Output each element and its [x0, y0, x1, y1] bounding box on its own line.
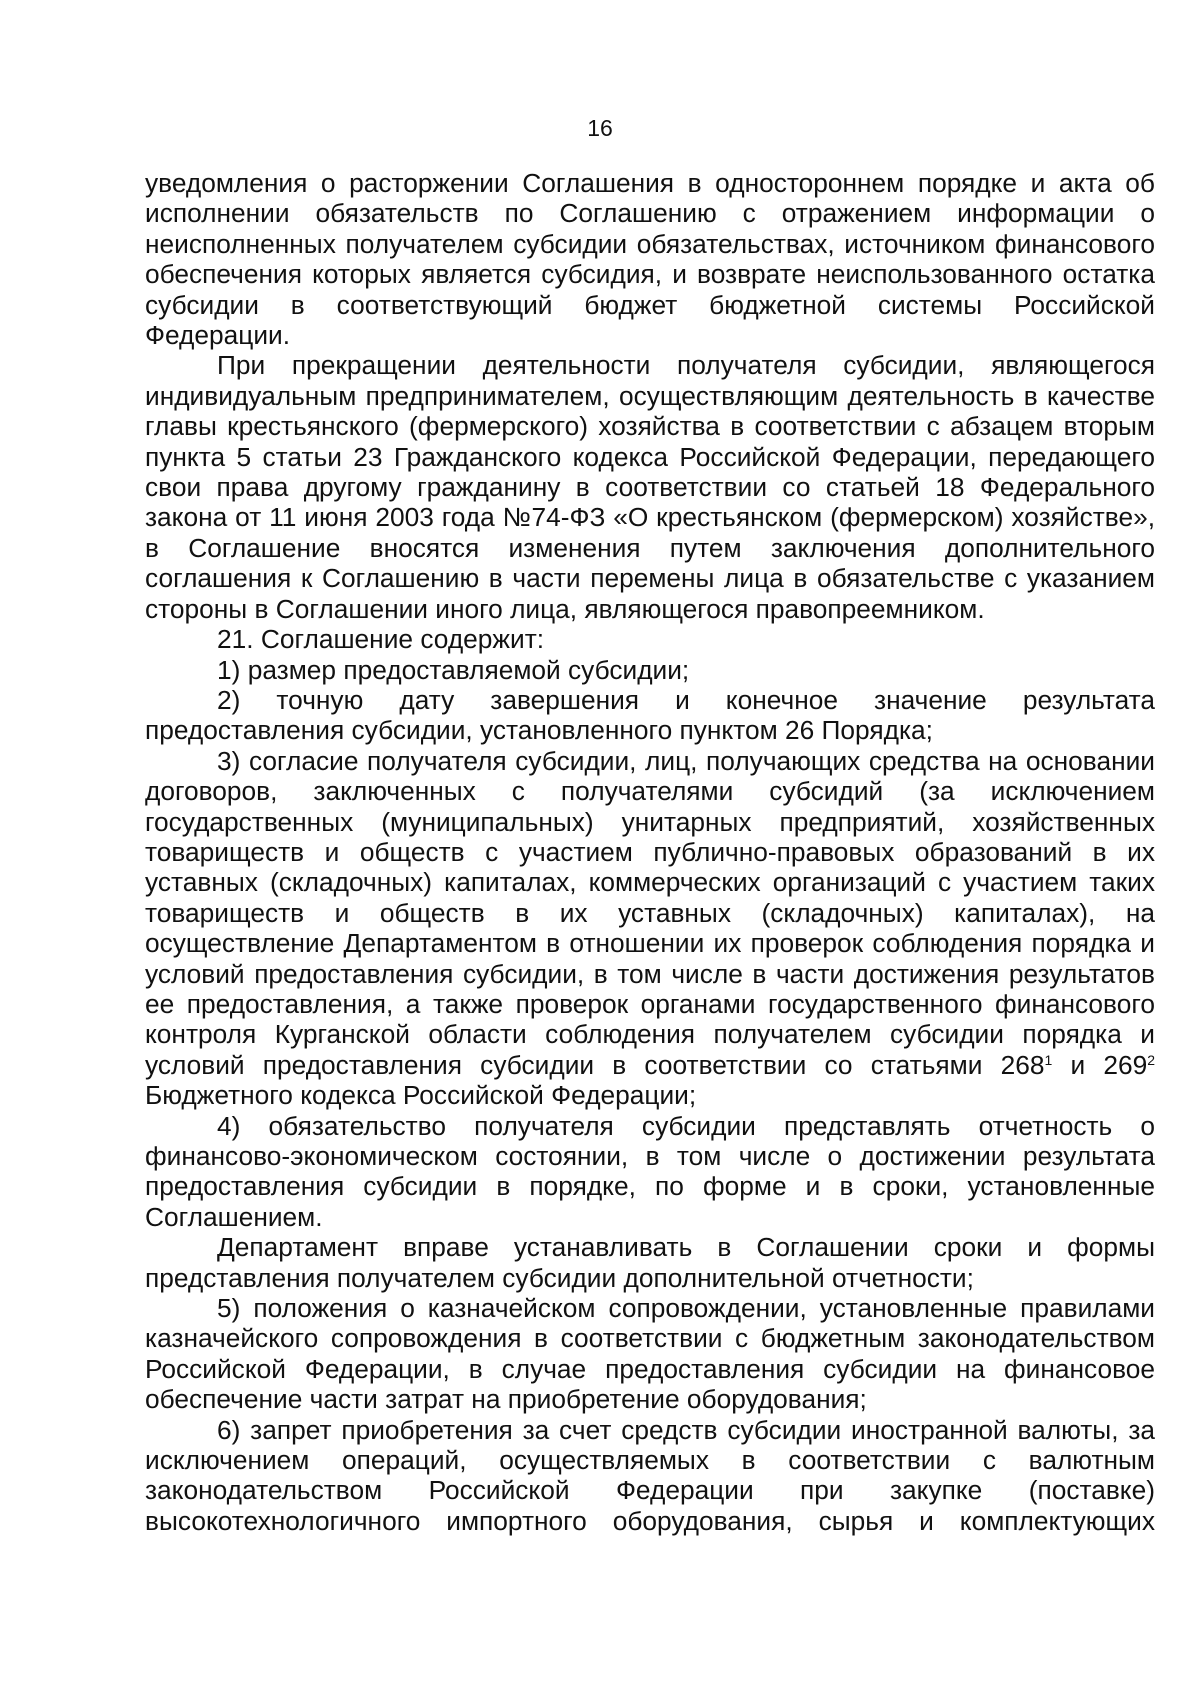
- list-item-3-text-end: Бюджетного кодекса Российской Федерации;: [145, 1080, 697, 1111]
- list-item-1: 1) размер предоставляемой субсидии;: [217, 654, 690, 685]
- page-number: 16: [587, 115, 613, 141]
- list-item-6: 6) запрет приобретения за счет средств субсидии иностранной валюты, за исключением операций, осуществляемых в соответствии с валютным законодательством Российской Федерации при закупке (поставке) высокотехнологичного импортного оборудования, сырья и комплектующих: [145, 1414, 1155, 1536]
- paragraph-continuation: уведомления о расторжении Соглашения в одностороннем порядке и акта об исполнении обязательств по Соглашению с отражением информации о неисполненных получателем субсидии обязательствах, источником финансового обеспечения которых является субсидия, и возврате неиспользованного остатка субсидии в соответствующий бюджет бюджетной системы Российской Федерации.: [145, 168, 1155, 351]
- list-item-5: 5) положения о казначейском сопровождении, установленные правилами казначейского сопровождения в соответствии с бюджетным законодательством Российской Федерации, в случае предоставления субсидии на финансовое обеспечение части затрат на приобретение оборудования;: [145, 1293, 1155, 1415]
- list-item-4: 4) обязательство получателя субсидии представлять отчетность о финансово-экономическом состоянии, в том числе о достижении результата предоставления субсидии в порядке, по форме и в сроки, установленные Соглашением.: [145, 1110, 1155, 1232]
- paragraph-clause-21: 21. Соглашение содержит:: [217, 624, 545, 655]
- list-item-3: [145, 746, 1155, 1111]
- paragraph-department-reporting: Департамент вправе устанавливать в Соглашении сроки и формы представления получателем субсидии дополнительной отчетности;: [145, 1232, 1155, 1293]
- list-item-3-text-middle: и 269: [1052, 1049, 1148, 1080]
- superscript-2: 2: [1147, 1051, 1156, 1068]
- list-item-3-text: 3) согласие получателя субсидии, лиц, получающих средства на основании договоров, заключенных с получателями субсидий (за исключением государственных (муниципальных) унитарных предприятий, хозяйственных товариществ и обществ с участием публично-правовых образований в их уставных (складочных) капиталах, коммерческих организаций с участием таких товариществ и обществ в их уставных (складочных) капиталах), на осуществление Департаментом в отношении их проверок соблюдения порядка и условий предоставления субсидии, в том числе в части достижения результатов ее предоставления, а также проверок органами государственного финансового контроля Курганской области соблюдения получателем субсидии порядка и условий предоставления субсидии в соответствии со статьями 268: [145, 745, 1155, 1080]
- superscript-1: 1: [1044, 1051, 1053, 1068]
- list-item-2: 2) точную дату завершения и конечное значение результата предоставления субсидии, установленного пунктом 26 Порядка;: [145, 684, 1155, 746]
- document-body: [145, 168, 1155, 1536]
- paragraph-termination-activity: При прекращении деятельности получателя субсидии, являющегося индивидуальным предпринимателем, осуществляющим деятельность в качестве главы крестьянского (фермерского) хозяйства в соответствии с абзацем вторым пункта 5 статьи 23 Гражданского кодекса Российской Федерации, передающего свои права другому гражданину в соответствии со статьей 18 Федерального закона от 11 июня 2003 года №74-ФЗ «О крестьянском (фермерском) хозяйстве», в Соглашение вносятся изменения путем заключения дополнительного соглашения к Соглашению в части перемены лица в обязательстве с указанием стороны в Соглашении иного лица, являющегося правопреемником.: [145, 350, 1155, 624]
